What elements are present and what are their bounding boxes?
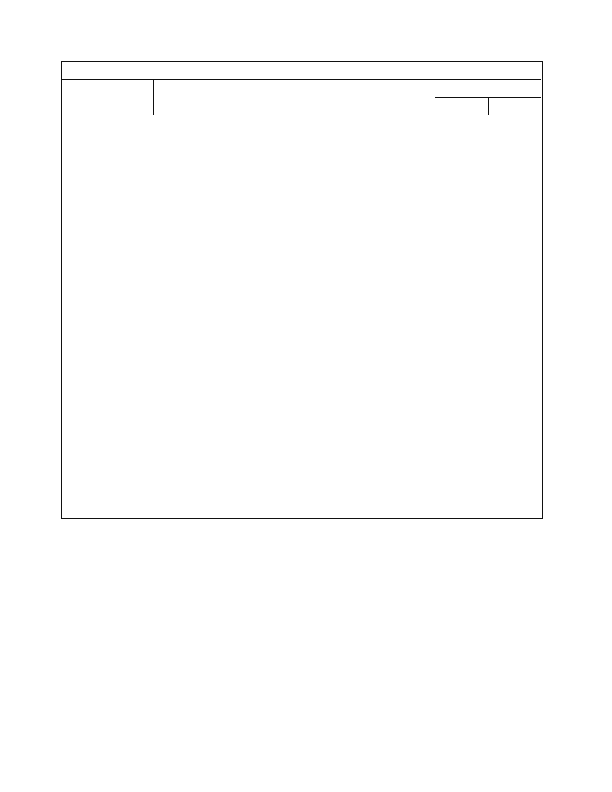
column-header-row xyxy=(62,80,541,115)
inspection-table xyxy=(61,61,543,519)
vehicle-section-heading xyxy=(62,62,541,80)
